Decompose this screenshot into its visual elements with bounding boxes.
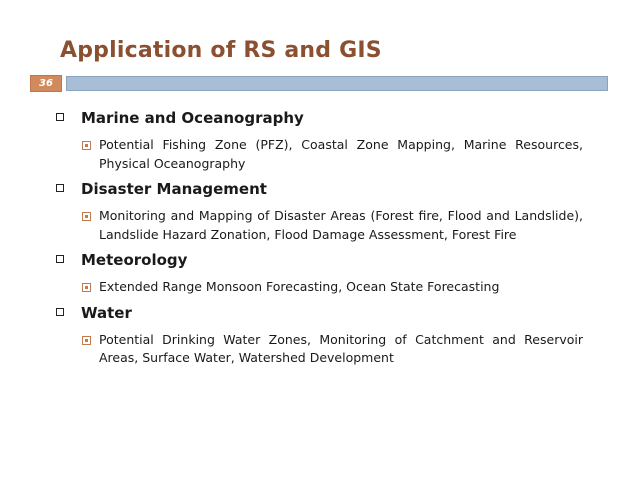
slide-title: Application of RS and GIS xyxy=(60,38,382,63)
section-heading xyxy=(55,108,583,128)
section-disaster xyxy=(55,179,583,244)
square-outline-icon xyxy=(56,184,64,192)
square-outline-icon xyxy=(56,255,64,263)
slide-number: 36 xyxy=(30,75,62,92)
square-outline-icon xyxy=(56,308,64,316)
list-item-text: Monitoring and Mapping of Disaster Areas (Forest fire, Flood and Landslide), Landslide Hazard Zonation, Flood Damage Assessment, Forest Fire xyxy=(99,208,583,242)
section-marine xyxy=(55,108,583,173)
section-heading xyxy=(55,179,583,199)
square-dot-icon xyxy=(82,212,91,221)
content-area xyxy=(55,108,583,374)
list-item-text: Extended Range Monsoon Forecasting, Ocean State Forecasting xyxy=(99,279,500,294)
title-bar xyxy=(66,76,608,91)
section-heading xyxy=(55,303,583,323)
list-item xyxy=(55,207,583,244)
list-item xyxy=(55,278,583,297)
section-heading-text: Meteorology xyxy=(81,251,188,269)
square-dot-icon xyxy=(82,283,91,292)
section-meteorology xyxy=(55,250,583,297)
square-outline-icon xyxy=(56,113,64,121)
list-item xyxy=(55,331,583,368)
list-item-text: Potential Fishing Zone (PFZ), Coastal Zone Mapping, Marine Resources, Physical Oceanography xyxy=(99,137,583,171)
square-dot-icon xyxy=(82,141,91,150)
section-water xyxy=(55,303,583,368)
square-dot-icon xyxy=(82,336,91,345)
section-heading xyxy=(55,250,583,270)
section-heading-text: Water xyxy=(81,303,132,322)
section-heading-text: Disaster Management xyxy=(81,180,267,198)
section-heading-text: Marine and Oceanography xyxy=(81,109,304,127)
list-item xyxy=(55,136,583,173)
list-item-text: Potential Drinking Water Zones, Monitoring of Catchment and Reservoir Areas, Surface Water, Watershed Development xyxy=(99,331,583,365)
